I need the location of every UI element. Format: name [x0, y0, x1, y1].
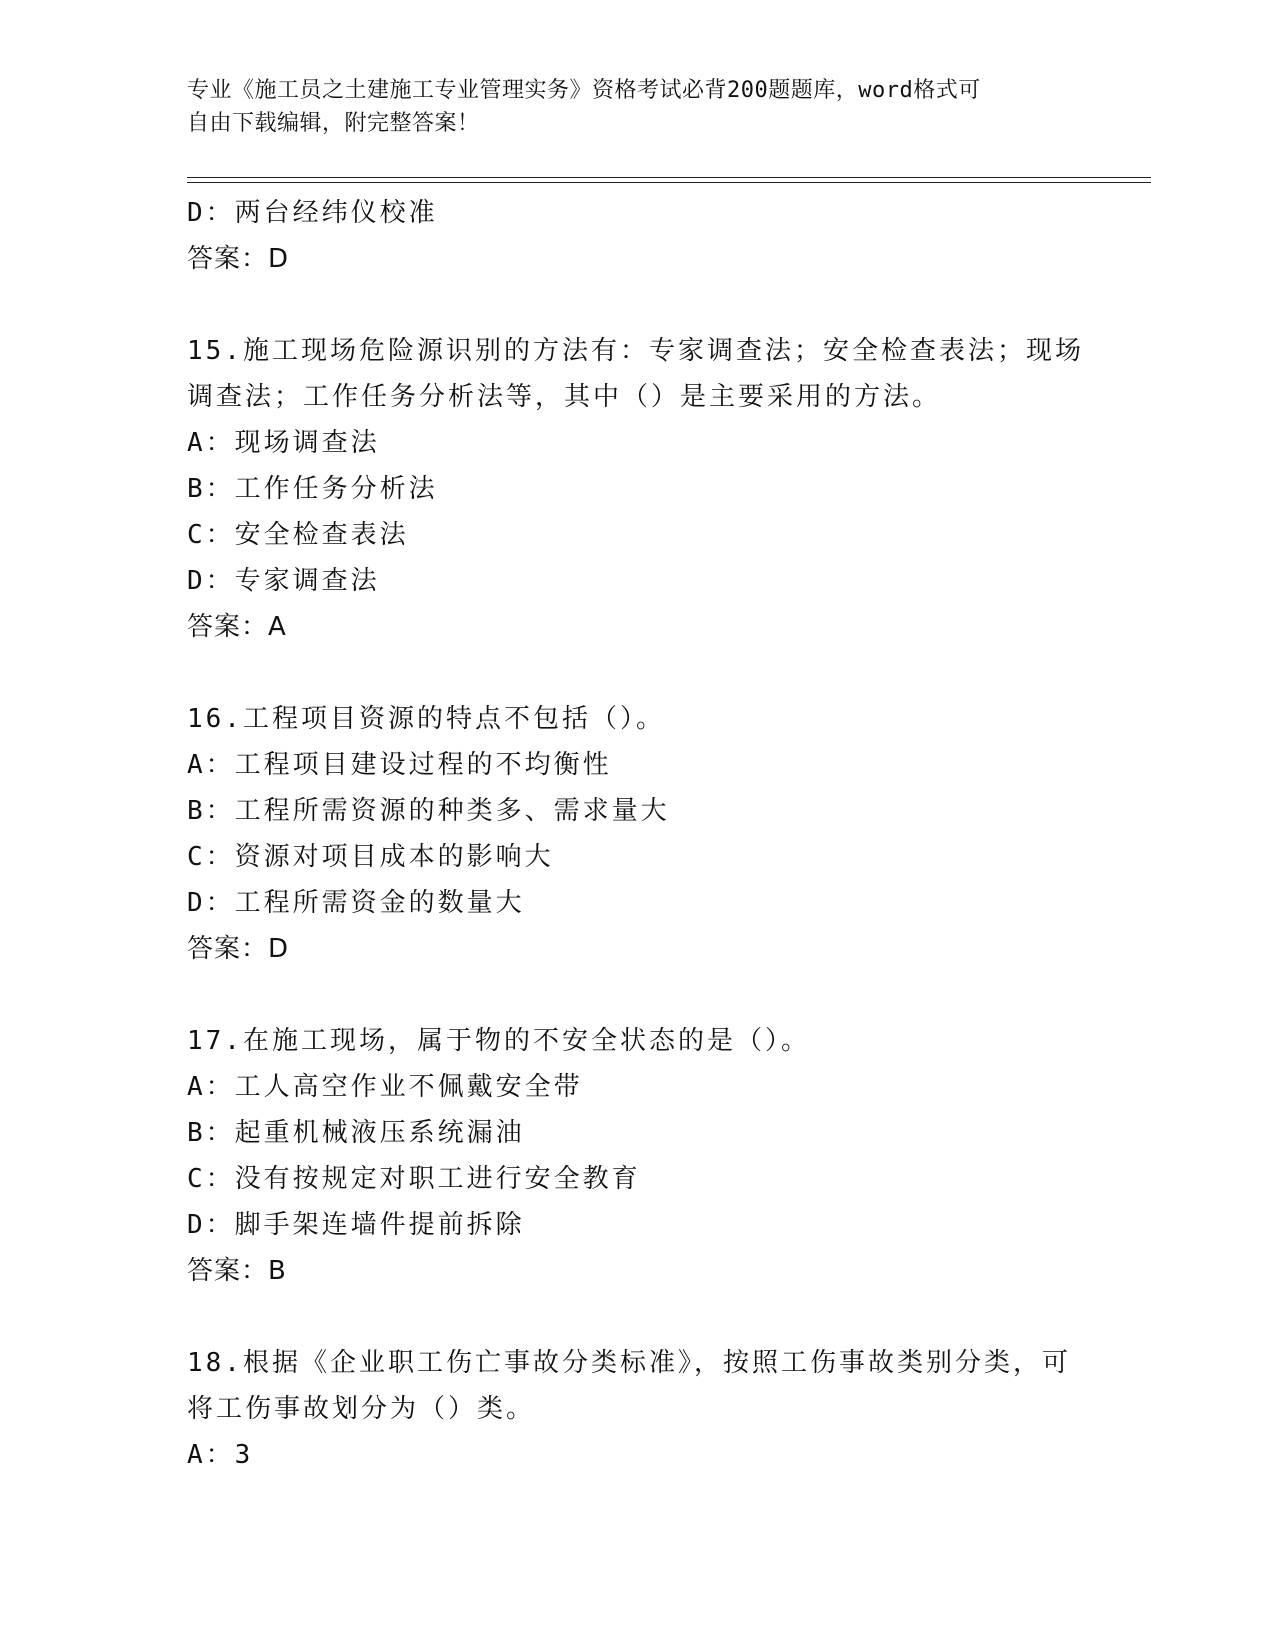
q15-option-d: D：专家调查法	[187, 566, 380, 596]
q14-answer: 答案：D	[187, 244, 290, 274]
header-title-line-1: 专业《施工员之土建施工专业管理实务》资格考试必背200题题库，word格式可	[187, 78, 981, 103]
q16-answer: 答案：D	[187, 934, 290, 964]
q15-option-b: B：工作任务分析法	[187, 474, 438, 504]
q16-option-b: B：工程所需资源的种类多、需求量大	[187, 796, 670, 826]
q17-option-d: D：脚手架连墙件提前拆除	[187, 1210, 525, 1240]
q17-option-c: C：没有按规定对职工进行安全教育	[187, 1164, 641, 1194]
q15-stem-line-2: 调查法；工作任务分析法等，其中（）是主要采用的方法。	[187, 382, 942, 412]
q15-stem-line-1: 15.施工现场危险源识别的方法有：专家调查法；安全检查表法；现场	[187, 336, 1084, 366]
q15-option-a: A：现场调查法	[187, 428, 380, 458]
document-header	[187, 74, 1087, 140]
spacer	[187, 1294, 1147, 1340]
q16-option-a: A：工程项目建设过程的不均衡性	[187, 750, 612, 780]
q15-answer: 答案：A	[187, 612, 287, 642]
header-title-line-2: 自由下载编辑，附完整答案！	[187, 111, 480, 136]
q18-option-a: A：3	[187, 1440, 254, 1470]
q17-stem-line-1: 17.在施工现场，属于物的不安全状态的是（）。	[187, 1026, 810, 1056]
q18-stem-line-1: 18.根据《企业职工伤亡事故分类标准》，按照工伤事故类别分类，可	[187, 1348, 1071, 1378]
spacer	[187, 282, 1147, 328]
question-list	[187, 190, 1147, 1478]
q16-option-c: C：资源对项目成本的影响大	[187, 842, 554, 872]
header-rule-bottom	[187, 182, 1151, 183]
q17-answer: 答案：B	[187, 1256, 287, 1286]
q14-option-d: D：两台经纬仪校准	[187, 198, 438, 228]
q17-option-a: A：工人高空作业不佩戴安全带	[187, 1072, 583, 1102]
spacer	[187, 972, 1147, 1018]
header-rule-top	[187, 177, 1151, 178]
q18-stem-line-2: 将工伤事故划分为（）类。	[187, 1394, 536, 1424]
spacer	[187, 650, 1147, 696]
q15-option-c: C：安全检查表法	[187, 520, 409, 550]
q16-option-d: D：工程所需资金的数量大	[187, 888, 525, 918]
q17-option-b: B：起重机械液压系统漏油	[187, 1118, 525, 1148]
q16-stem-line-1: 16.工程项目资源的特点不包括（）。	[187, 704, 665, 734]
